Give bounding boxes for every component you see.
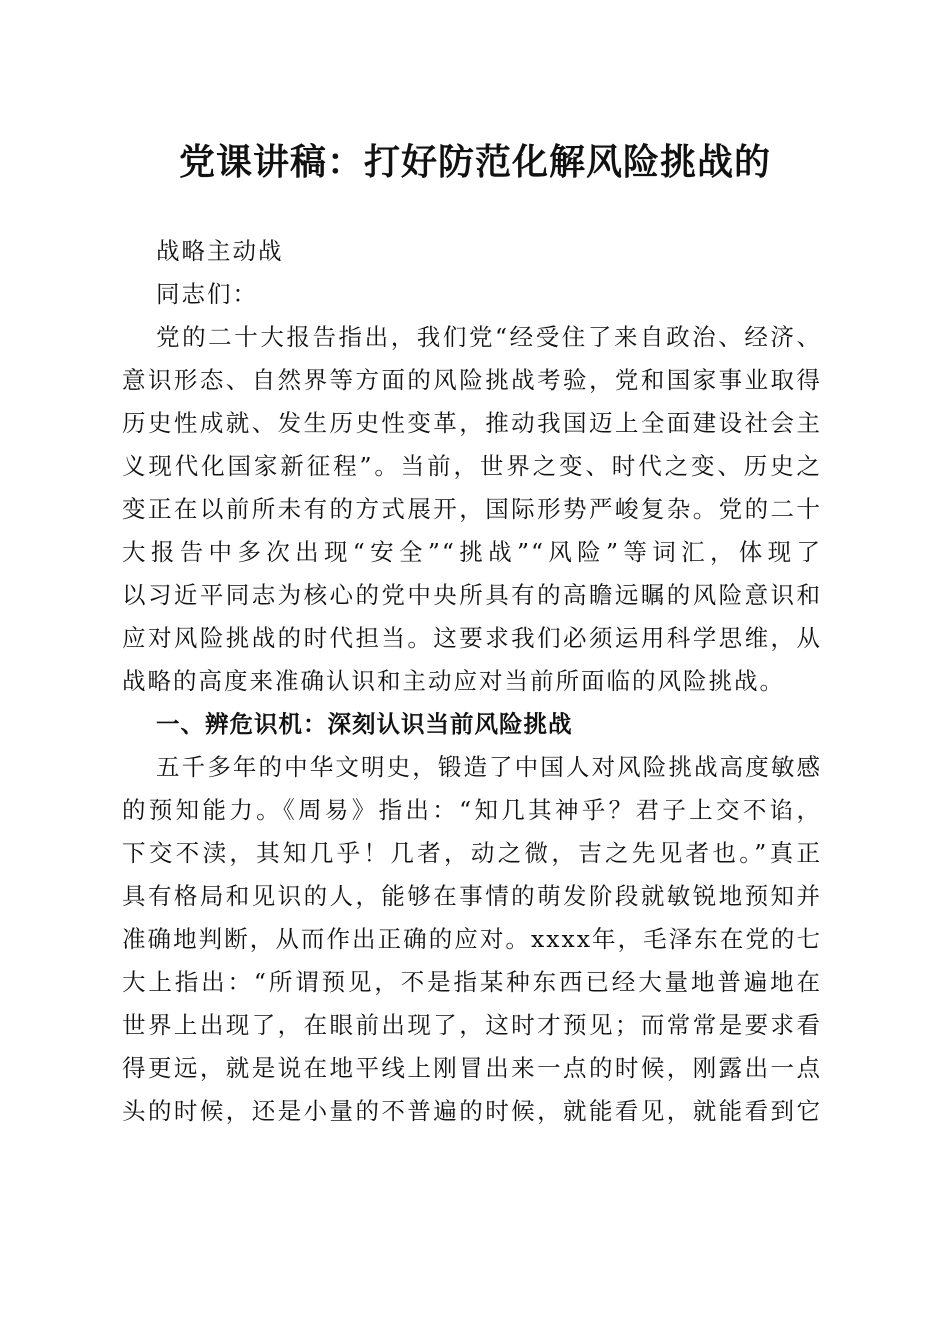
paragraph-line: 义现代化国家新征程”。当前，世界之变、时代之变、历史之	[122, 452, 822, 480]
paragraph-line: 头的时候，还是小量的不普遍的时候，就能看见，就能看到它	[122, 1097, 822, 1125]
paragraph-line: 党的二十大报告指出，我们党“经受住了来自政治、经济、	[156, 323, 822, 351]
paragraph-line: 的预知能力。《周易》指出：“知几其神乎？君子上交不谄，	[122, 796, 822, 824]
paragraph-line: 五千多年的中华文明史，锻造了中国人对风险挑战高度敏感	[156, 753, 822, 781]
paragraph-line: 大上指出：“所谓预见，不是指某种东西已经大量地普遍地在	[122, 968, 822, 996]
paragraph-line: 世界上出现了，在眼前出现了，这时才预见；而常常是要求看	[122, 1011, 822, 1039]
paragraph-line: 战略的高度来准确认识和主动应对当前所面临的风险挑战。	[122, 667, 785, 695]
paragraph-line: 准确地判断，从而作出正确的应对。xxxx年，毛泽东在党的七	[122, 925, 822, 953]
paragraph-line: 意识形态、自然界等方面的风险挑战考验，党和国家事业取得	[122, 366, 822, 394]
paragraph-line: 下交不渎，其知几乎！几者，动之微，吉之先见者也。”真正	[122, 839, 822, 867]
document-title: 党课讲稿：打好防范化解风险挑战的	[178, 141, 771, 183]
paragraph-line: 应对风险挑战的时代担当。这要求我们必须运用科学思维，从	[122, 624, 822, 652]
salutation: 同志们：	[156, 280, 258, 308]
paragraph-line: 大报告中多次出现“安全”“挑战”“风险”等词汇，体现了	[122, 538, 822, 566]
paragraph-line: 得更远，就是说在地平线上刚冒出来一点的时候，刚露出一点	[122, 1054, 822, 1082]
paragraph-line: 具有格局和见识的人，能够在事情的萌发阶段就敏锐地预知并	[122, 882, 822, 910]
subtitle-line: 战略主动战	[156, 237, 284, 265]
document-body	[122, 230, 822, 1133]
paragraph-line: 以习近平同志为核心的党中央所具有的高瞻远瞩的风险意识和	[122, 581, 822, 609]
section-heading: 一、辨危识机：深刻认识当前风险挑战	[156, 710, 573, 738]
paragraph-line: 历史性成就、发生历史性变革，推动我国迈上全面建设社会主	[122, 409, 822, 437]
paragraph-line: 变正在以前所未有的方式展开，国际形势严峻复杂。党的二十	[122, 495, 822, 523]
